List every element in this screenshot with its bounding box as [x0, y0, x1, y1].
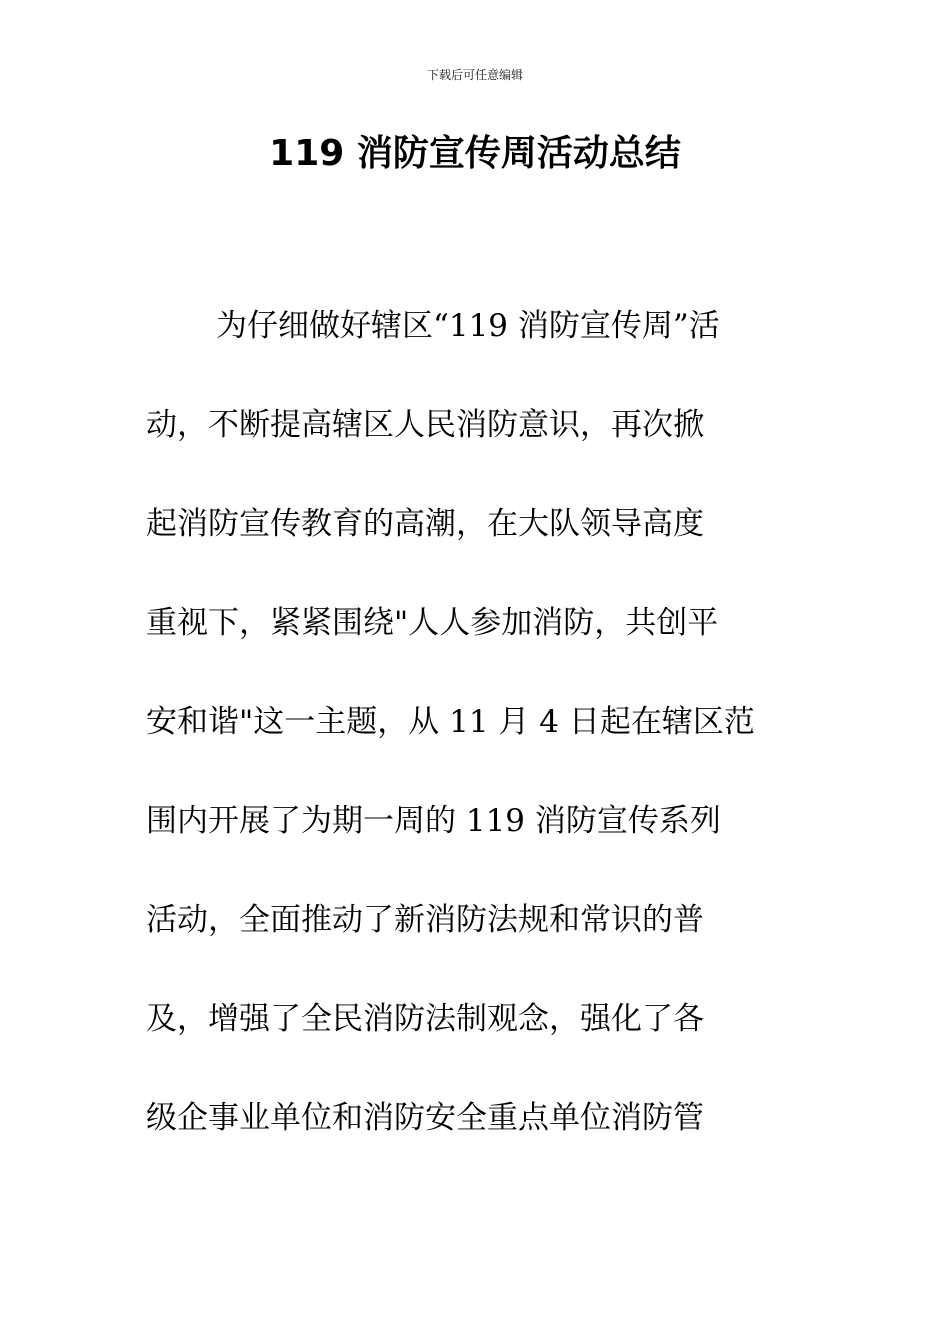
paragraph-line: 及，增强了全民消防法制观念，强化了各 — [146, 1001, 704, 1037]
document-title: 119 消防宣传周活动总结 — [269, 133, 681, 174]
paragraph-line: 起消防宣传教育的高潮，在大队领导高度 — [146, 506, 704, 542]
paragraph-line: 级企事业单位和消防安全重点单位消防管 — [146, 1100, 704, 1136]
paragraph-line: 活动，全面推动了新消防法规和常识的普 — [146, 902, 704, 938]
body-paragraph — [146, 300, 806, 1191]
paragraph-line: 围内开展了为期一周的 119 消防宣传系列 — [146, 803, 721, 839]
paragraph-line: 重视下，紧紧围绕"人人参加消防，共创平 — [146, 605, 719, 641]
paragraph-line: 动，不断提高辖区人民消防意识，再次掀 — [146, 407, 704, 443]
header-note: 下载后可任意编辑 — [426, 68, 523, 82]
paragraph-line: 为仔细做好辖区“119 消防宣传周”活 — [216, 308, 720, 344]
paragraph-line: 安和谐"这一主题，从 11 月 4 日起在辖区范 — [146, 704, 755, 740]
